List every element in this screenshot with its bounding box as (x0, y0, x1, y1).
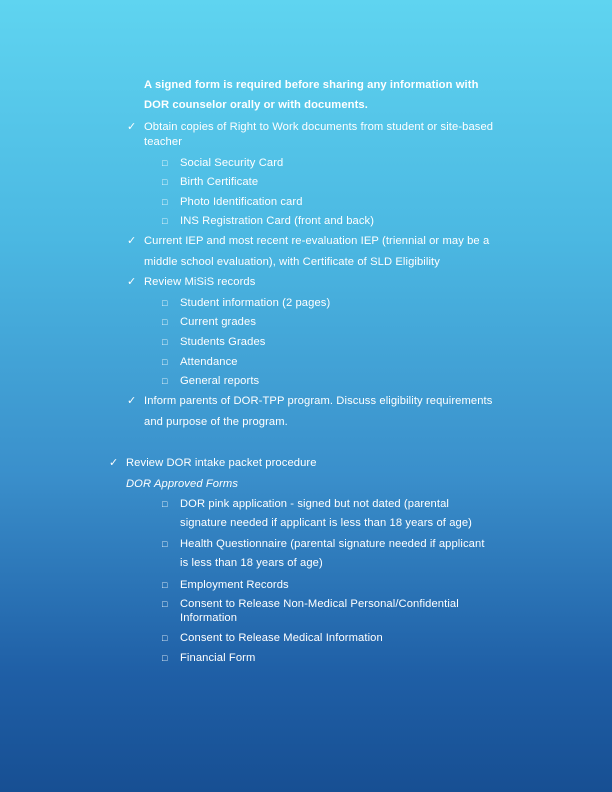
checkmark-icon: ✓ (127, 235, 137, 247)
subitem-photo-id: Photo Identification card (180, 196, 303, 208)
intake-subheading: DOR Approved Forms (126, 478, 239, 490)
checkmark-icon: ✓ (109, 457, 119, 469)
right-to-work-line-1: Obtain copies of Right to Work documents from student or site-based (144, 121, 494, 133)
checkbox-icon: □ (162, 653, 168, 663)
misis-line-1: Review MiSiS records (144, 276, 256, 288)
checkbox-icon: □ (162, 337, 168, 347)
intake-line-1: Review DOR intake packet procedure (126, 457, 317, 469)
form-pink-application-line-1: DOR pink application - signed but not dated (parental (180, 498, 449, 510)
inform-line-1: Inform parents of DOR-TPP program. Discuss eligibility requirements (144, 395, 493, 407)
subitem-ins-card: INS Registration Card (front and back) (180, 215, 375, 227)
form-health-questionnaire-line-1: Health Questionnaire (parental signature needed if applicant (180, 538, 485, 550)
checkbox-icon: □ (162, 177, 168, 187)
checkbox-icon: □ (162, 499, 168, 509)
iep-line-2: middle school evaluation), with Certificate of SLD Eligibility (144, 256, 440, 268)
subitem-general-reports: General reports (180, 375, 260, 387)
form-financial: Financial Form (180, 652, 256, 664)
checkbox-icon: □ (162, 298, 168, 308)
intro-line-2: DOR counselor orally or with documents. (144, 99, 368, 111)
form-consent-non-medical-line-1: Consent to Release Non-Medical Personal/Confidential (180, 598, 459, 610)
subitem-social-security: Social Security Card (180, 157, 284, 169)
checkbox-icon: □ (162, 376, 168, 386)
form-employment-records: Employment Records (180, 579, 289, 591)
checkbox-icon: □ (162, 357, 168, 367)
subitem-students-grades: Students Grades (180, 336, 266, 348)
subitem-attendance: Attendance (180, 356, 238, 368)
checkbox-icon: □ (162, 158, 168, 168)
inform-line-2: and purpose of the program. (144, 416, 288, 428)
subitem-current-grades: Current grades (180, 316, 257, 328)
form-health-questionnaire-line-2: is less than 18 years of age) (180, 557, 323, 569)
checkbox-icon: □ (162, 317, 168, 327)
checkbox-icon: □ (162, 216, 168, 226)
subitem-student-info: Student information (2 pages) (180, 297, 331, 309)
form-pink-application-line-2: signature needed if applicant is less than 18 years of age) (180, 517, 472, 529)
iep-line-1: Current IEP and most recent re-evaluation IEP (triennial or may be a (144, 235, 490, 247)
subitem-birth-certificate: Birth Certificate (180, 176, 259, 188)
form-consent-medical: Consent to Release Medical Information (180, 632, 383, 644)
checkbox-icon: □ (162, 633, 168, 643)
form-consent-non-medical-line-2: Information (180, 612, 238, 624)
checkbox-icon: □ (162, 580, 168, 590)
intro-line-1: A signed form is required before sharing any information with (144, 79, 479, 91)
checkmark-icon: ✓ (127, 395, 137, 407)
checkbox-icon: □ (162, 599, 168, 609)
checkbox-icon: □ (162, 539, 168, 549)
right-to-work-line-2: teacher (144, 136, 183, 148)
checkmark-icon: ✓ (127, 121, 137, 133)
checkmark-icon: ✓ (127, 276, 137, 288)
checkbox-icon: □ (162, 197, 168, 207)
